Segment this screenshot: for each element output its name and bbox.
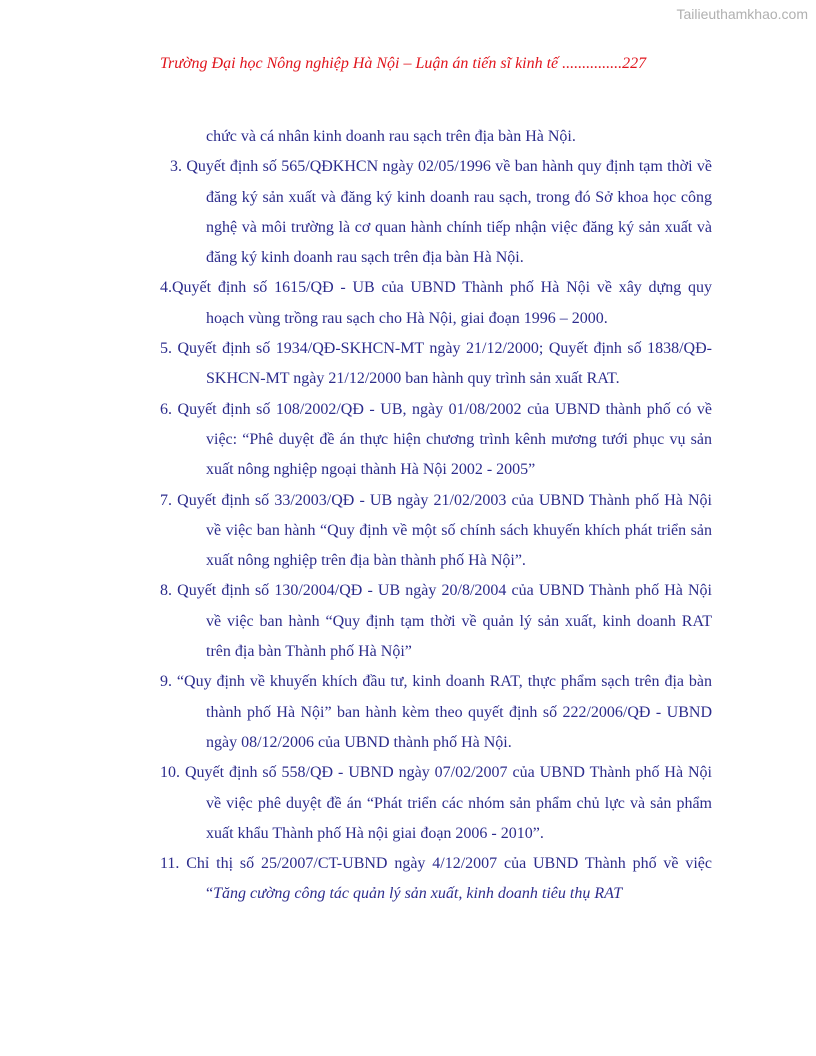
list-item-10: 10. Quyết định số 558/QĐ - UBND ngày 07/02/2007 của UBND Thành phố Hà Nội về việc phê duyệt đề án “Phát triển các nhóm sản phẩm chủ lực và sản phẩm xuất khẩu Thành phố Hà nội giai đoạn 2006 - 2010”. <box>160 764 712 842</box>
list-item-11-text: 11. Chỉ thị số 25/2007/CT-UBND ngày 4/12/2007 của UBND Thành phố về việc “ <box>160 855 712 903</box>
document-body <box>160 122 712 910</box>
list-item-11-italic: Tăng cường công tác quản lý sản xuất, kinh doanh tiêu thụ RAT <box>213 885 623 903</box>
list-item-7: 7. Quyết định số 33/2003/QĐ - UB ngày 21/02/2003 của UBND Thành phố Hà Nội về việc ban hành “Quy định về một số chính sách khuyến khích phát triển sản xuất nông nghiệp trên địa bàn thành phố Hà Nội”. <box>160 491 712 570</box>
list-item-3: 3. Quyết định số 565/QĐKHCN ngày 02/05/1996 về ban hành quy định tạm thời về đăng ký sản xuất và đăng ký kinh doanh rau sạch, trong đó Sở khoa học công nghệ và môi trường là cơ quan hành chính tiếp nhận việc đăng ký sản xuất và đăng ký kinh doanh rau sạch trên địa bàn Hà Nội. <box>170 158 712 267</box>
running-header: Trường Đại học Nông nghiệp Hà Nội – Luận án tiến sĩ kinh tế ...............227 <box>160 55 647 72</box>
list-item-11 <box>160 849 712 910</box>
list-item-6: 6. Quyết định số 108/2002/QĐ - UB, ngày 01/08/2002 của UBND thành phố có về việc: “Phê duyệt đề án thực hiện chương trình kênh mương tưới phục vụ sản xuất nông nghiệp ngoại thành Hà Nội 2002 - 2005” <box>160 400 712 479</box>
continuation-line: chức và cá nhân kinh doanh rau sạch trên địa bàn Hà Nội. <box>206 128 576 145</box>
list-item-8: 8. Quyết định số 130/2004/QĐ - UB ngày 20/8/2004 của UBND Thành phố Hà Nội về việc ban hành “Quy định tạm thời về quản lý sản xuất, kinh doanh RAT trên địa bàn Thành phố Hà Nội” <box>160 582 712 661</box>
list-item-5: 5. Quyết định số 1934/QĐ-SKHCN-MT ngày 21/12/2000; Quyết định số 1838/QĐ-SKHCN-MT ngày 21/12/2000 ban hành quy trình sản xuất RAT. <box>160 340 712 388</box>
list-item-4: 4.Quyết định số 1615/QĐ - UB của UBND Thành phố Hà Nội về xây dựng quy hoạch vùng trồng rau sạch cho Hà Nội, giai đoạn 1996 – 2000. <box>160 279 712 327</box>
watermark: Tailieuthamkhao.com <box>676 6 808 22</box>
list-item-9: 9. “Quy định về khuyến khích đầu tư, kinh doanh RAT, thực phẩm sạch trên địa bàn thành phố Hà Nội” ban hành kèm theo quyết định số 222/2006/QĐ - UBND ngày 08/12/2006 của UBND thành phố Hà Nội. <box>160 673 712 751</box>
